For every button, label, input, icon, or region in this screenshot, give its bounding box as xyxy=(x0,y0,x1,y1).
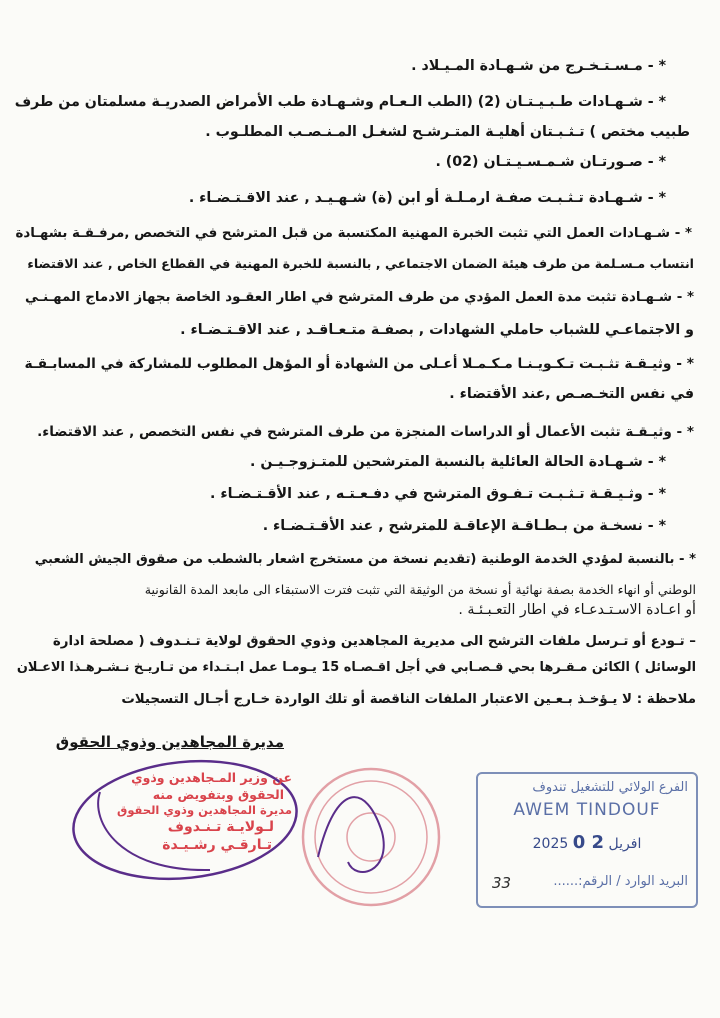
reception-stamp xyxy=(476,772,698,908)
doc-line: و الاجتماعـي للشباب حاملي الشهادات , بصفـة متـعـاقـد , عند الاقـتـضـاء . xyxy=(180,322,694,338)
doc-line: * - نسخـة من بـطـاقـة الإعاقـة للمترشح , عند الأقـتـضـاء . xyxy=(262,518,666,534)
doc-line: * - بالنسبة لمؤدي الخدمة الوطنية (تقديم نسخة من مستخرج اشعار بالشطب من صقوق الجيش الشعبي xyxy=(34,552,696,567)
doc-line: * - وثيـقـة تثبت الأعمال أو الدراسات المنجزة من طرف المترشح في نفس التخصص , عند الاقتضاء. xyxy=(37,424,694,440)
signature-title: مديرة المجاهدين وذوي الحقوق xyxy=(55,733,284,751)
doc-line: * - شـهـادات العمل التي تثبت الخبرة المهنية المكتسبة من قبل المترشح في التخصص ,مرفـقـة بشهـادة xyxy=(15,226,692,241)
doc-line: * - مـسـتـخـرج من شـهـادة المـيـلاد . xyxy=(411,58,666,74)
doc-line: الوطني أو انهاء الخدمة بصفة نهائية أو نسخة من الوثيقة التي تثبت فترت الاستبقاء الى مابعد المدة القانونية xyxy=(144,582,696,597)
round-seal-icon xyxy=(296,762,446,912)
oval-stamp-line: مديرة المجاهدين وذوي الحقوق xyxy=(117,803,292,817)
note-line: ملاحظة : لا يـؤخـذ بـعـين الاعتبار الملفات الناقصة أو تلك الواردة خـارج أجـال التسجيلات xyxy=(121,692,696,707)
reception-stamp-day: 2 0 xyxy=(572,832,605,853)
doc-line: * - شـهـادة تـثـبـت صفـة ارمـلـة أو ابن (ة) شـهـيـد , عند الاقـتـضـاء . xyxy=(188,190,666,206)
reception-stamp-date xyxy=(478,832,696,853)
oval-stamp-line: الحقوق وبتفويض منه xyxy=(152,787,284,802)
reception-stamp-latin: AWEM TINDOUF xyxy=(513,800,661,820)
doc-line: * - وثيـقـة تثـبـت تـكـويـنـا مـكـمـلا أعـلى من الشهادة أو المؤهل المطلوب للمشاركة في المسابـقـة xyxy=(24,356,694,372)
reception-stamp-footer: البريد الوارد / الرقم:...... xyxy=(553,874,688,889)
doc-line: * - شـهـادة تثبت مدة العمل المؤدي من طرف المترشح في اطار العقـود الخاصة بجهاز الادماج المهـنـي xyxy=(24,290,694,305)
reception-stamp-year: 2025 xyxy=(532,836,569,852)
doc-line: انتساب مـسـلمة من طرف هيئة الضمان الاجتماعي , بالنسبة للخبرة المهنية في القطاع الخاص , عند الاقتضاء xyxy=(27,256,694,271)
doc-line: أو اعـادة الاسـتـدعـاء في اطار التعـبـئـة . xyxy=(458,602,696,618)
oval-stamp-line: لـولايـة تـنـدوف xyxy=(167,819,274,835)
reception-stamp-month: افريل xyxy=(608,836,642,852)
doc-line: * - شـهـادة الحالة العائلية بالنسبة المترشحين للمتـزوجـيـن . xyxy=(250,454,666,470)
doc-line: * - شـهـادات طـبـيـتـان (2) (الطب الـعـام وشـهـادة طب الأمراض الصدريـة مسلمتان من طرف xyxy=(14,94,666,110)
oval-stamp-line: عن وزير المـجاهدين وذوي xyxy=(131,770,292,785)
reception-stamp-number: 33 xyxy=(492,874,512,892)
doc-line: – تـودع أو تـرسل ملفات الترشح الى مديرية المجاهدين وذوي الحقوق لولاية تـنـدوف ( مصلحة ادارة xyxy=(52,634,696,649)
doc-line: * - وثـيـقـة تـثـبـت تـفـوق المترشح في دفـعـتـه , عند الأقـتـضـاء . xyxy=(210,486,666,502)
doc-line: طبيب مختص ) تـثـبـتان أهليـة المتـرشـح لشغـل المـنـصـب المطلـوب . xyxy=(205,124,690,140)
reception-stamp-header: الفرع الولائي للتشغيل تندوف xyxy=(532,780,688,795)
oval-stamp-line: تـارقـي رشـيـدة xyxy=(162,837,272,853)
doc-line: * - صـورتـان شـمـسـيـتـان (02) . xyxy=(435,154,666,170)
doc-line: في نفس التخـصـص ,عند الأقتضاء . xyxy=(449,386,694,402)
doc-line: الوسائل ) الكائن مـقـرها بحي قـصـابي في أجل اقـصـاه 15 يـومـا عمل ابـتـداء من تـاريـخ نـشـرهـذا الاعـلان xyxy=(16,660,696,675)
